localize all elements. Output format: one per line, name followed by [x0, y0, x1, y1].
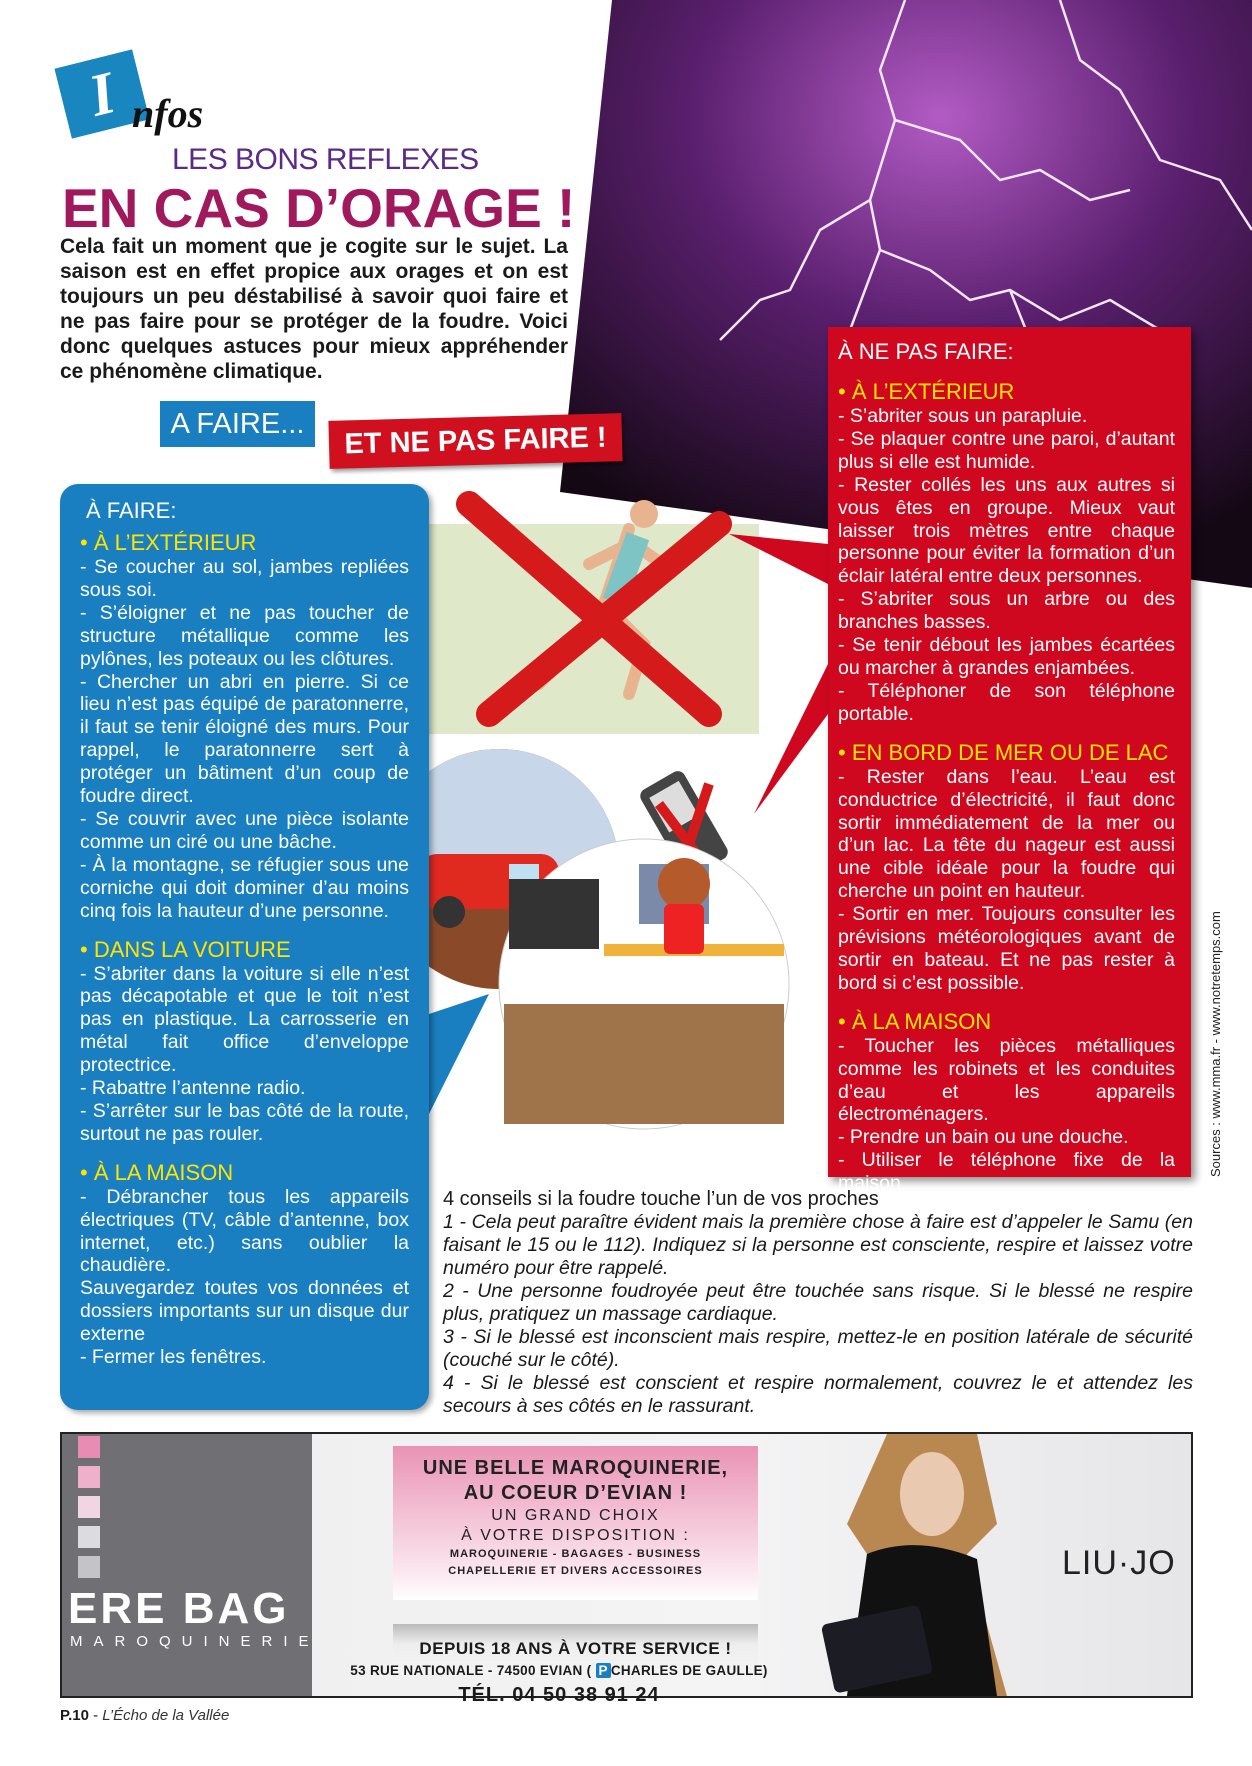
ad-address — [319, 1663, 799, 1678]
list-item: - Fermer les fenêtres. — [80, 1346, 267, 1369]
section-heading: • À LA MAISON — [80, 1159, 234, 1185]
section-heading: • DANS LA VOITURE — [80, 936, 291, 962]
conseil-item: 2 - Une personne foudroyée peut être touchée sans risque. Si le blessé ne respire plus, pratiquez un massage cardiaque. — [443, 1280, 1193, 1325]
a-faire-label: A FAIRE... — [160, 401, 315, 447]
ad-line: UNE BELLE MAROQUINERIE, — [422, 1457, 729, 1479]
dont-section-mer — [838, 740, 1175, 995]
dont-section-maison — [838, 1009, 1175, 1195]
do-box — [60, 484, 429, 1410]
dont-section-exterieur — [838, 379, 1175, 726]
ad-line: UN GRAND CHOIX — [491, 1507, 660, 1524]
address-text: CHARLES DE GAULLE) — [610, 1663, 768, 1678]
ad-since: DEPUIS 18 ANS À VOTRE SERVICE ! — [393, 1624, 758, 1674]
running-person-crossed-illustration — [429, 500, 759, 734]
dont-box-title: À NE PAS FAIRE: — [838, 339, 1014, 364]
infos-logo-badge: I — [54, 49, 149, 138]
do-box-title: À FAIRE: — [86, 498, 177, 523]
list-item: - À la montagne, se réfugier sous une corniche qui doit dominer d’au moins cinq fois la hauteur d’une personne. — [80, 853, 409, 922]
list-item: - Toucher les pièces métalliques comme les robinets et les conduites d’eau et les appareils électroménagers. — [838, 1034, 1175, 1126]
list-item: - S’abriter sous un arbre ou des branches basses. — [838, 588, 1175, 634]
list-item: - Prendre un bain ou une douche. — [838, 1126, 1129, 1149]
list-item: - Sortir en mer. Toujours consulter les prévisions météorologiques avant de sortir en bateau. Et ne pas rester à bord si c’est possible. — [838, 903, 1175, 994]
parking-icon: P — [596, 1663, 611, 1678]
list-item: - Débrancher tous les appareils électriques (TV, câble d’antenne, box internet, etc.) sans oublier la chaudière. — [80, 1185, 409, 1277]
article-kicker: LES BONS REFLEXES — [172, 143, 479, 176]
brand-square — [78, 1556, 100, 1578]
list-item: - S’abriter dans la voiture si elle n’est pas décapotable et que le toit n’est pas en plastique. La carrosserie en métal fait office d’enveloppe protectrice. — [80, 962, 409, 1077]
conseils-section — [443, 1188, 1193, 1418]
model-photo — [807, 1434, 1037, 1696]
list-item: - Se tenir débout les jambes écartées ou marcher à grandes enjambées. — [838, 634, 1175, 679]
article-intro: Cela fait un moment que je cogite sur le sujet. La saison est en effet propice aux orages et on est toujours un peu déstabilisé à savoir quoi faire et ne pas faire pour se protéger de la foudre. Voici donc quelques astuces pour mieux appréhender ce phénomène climatique. — [60, 235, 568, 383]
home-desk-illustration — [499, 839, 789, 1129]
list-item: - S’abriter sous un parapluie. — [838, 405, 1088, 427]
conseil-item: 1 - Cela peut paraître évident mais la première chose à faire est d’appeler le Samu (en faisant le 15 ou le 112). Indiquez si la personne est consciente, respire et laissez votre numéro pour être rappelé. — [443, 1211, 1193, 1279]
section-heading: • À LA MAISON — [838, 1008, 992, 1034]
conseil-item: 3 - Si le blessé est inconscient mais respire, mettez-le en position latérale de sécurité (couché sur le côté). — [443, 1326, 1193, 1371]
conseils-title: 4 conseils si la foudre touche l’un de vos proches — [443, 1188, 879, 1210]
list-item: - Se couvrir avec une pièce isolante comme un ciré ou une bâche. — [80, 807, 409, 853]
ad-brand-panel — [62, 1434, 312, 1696]
ad-line: À VOTRE DISPOSITION : — [461, 1527, 690, 1544]
section-heading: • À L’EXTÉRIEUR — [80, 530, 257, 555]
do-section-exterieur — [80, 530, 409, 923]
partner-logo: LIU·JO — [1062, 1544, 1176, 1582]
publication-name: L’Écho de la Vallée — [102, 1707, 230, 1724]
list-item: - Rabattre l’antenne radio. — [80, 1077, 306, 1100]
list-item: - S’éloigner et ne pas toucher de structure métallique comme les pylônes, les poteaux ou les clôtures. — [80, 601, 409, 670]
dont-box — [828, 327, 1191, 1195]
page-number: P.10 — [60, 1707, 89, 1724]
brand-square — [78, 1526, 100, 1548]
advertisement[interactable] — [60, 1432, 1193, 1706]
do-section-maison — [80, 1160, 409, 1369]
ad-pitch-box — [393, 1446, 758, 1600]
brand-square — [78, 1436, 100, 1458]
sources-credit: Sources : www.mma.fr - www.notretemps.com — [1208, 911, 1223, 1177]
list-item: - Se coucher au sol, jambes repliées sous soi. — [80, 556, 409, 601]
list-item: - Téléphoner de son téléphone portable. — [838, 679, 1175, 725]
ad-line: CHAPELLERIE ET DIVERS ACCESSOIRES — [448, 1565, 703, 1577]
page-footer — [60, 1707, 229, 1724]
illustrations — [429, 484, 828, 1184]
section-heading: • EN BORD DE MER OU DE LAC — [838, 739, 1169, 765]
ad-brand-subtitle: MAROQUINERIE — [70, 1633, 320, 1650]
list-item: - Utiliser le téléphone fixe de la maison. — [838, 1149, 1175, 1195]
ad-line: MAROQUINERIE - BAGAGES - BUSINESS — [449, 1548, 702, 1560]
list-item: - Rester collés les uns aux autres si vous êtes en groupe. Mieux vaut laisser trois mètres entre chaque personne pour éviter la formation d’un éclair latéral entre deux personnes. — [838, 473, 1175, 588]
brand-square — [78, 1466, 100, 1488]
do-section-voiture — [80, 937, 409, 1146]
ad-brand-name: ERE BAG — [68, 1584, 290, 1633]
ad-line: AU COEUR D’EVIAN ! — [463, 1482, 688, 1504]
ne-pas-faire-label: ET NE PAS FAIRE ! — [328, 413, 622, 469]
article-title: EN CAS D’ORAGE ! — [62, 177, 576, 239]
brand-square — [78, 1496, 100, 1518]
list-item: Sauvegardez toutes vos données et dossiers importants sur un disque dur externe — [80, 1277, 409, 1346]
section-heading: • À L’EXTÉRIEUR — [838, 379, 1015, 404]
list-item: - S’arrêter sur le bas côté de la route, surtout ne pas rouler. — [80, 1099, 409, 1145]
infos-logo-text: nfos — [132, 91, 204, 136]
conseil-item: 4 - Si le blessé est conscient et respire normalement, couvrez le et attendez les secours à ses côtés en le rassurant. — [443, 1372, 1193, 1417]
footer-sep: - — [88, 1707, 103, 1724]
list-item: - Rester dans l’eau. L’eau est conductrice d’électricité, il faut donc sortir immédiatement de la mer ou d’un lac. La tête du nageur est aussi une cible idéale pour la foudre qui cherche un point en hauteur. — [838, 765, 1175, 903]
list-item: - Se plaquer contre une paroi, d’autant plus si elle est humide. — [838, 427, 1175, 473]
address-text: 53 RUE NATIONALE - 74500 EVIAN ( — [350, 1663, 592, 1678]
ad-phone: TÉL. 04 50 38 91 24 — [458, 1684, 660, 1706]
list-item: - Chercher un abri en pierre. Si ce lieu n’est pas équipé de paratonnerre, il faut se tenir éloigné des murs. Pour rappel, le paratonnerre sert à protéger un bâtiment d’un coup de foudre direct. — [80, 670, 409, 808]
